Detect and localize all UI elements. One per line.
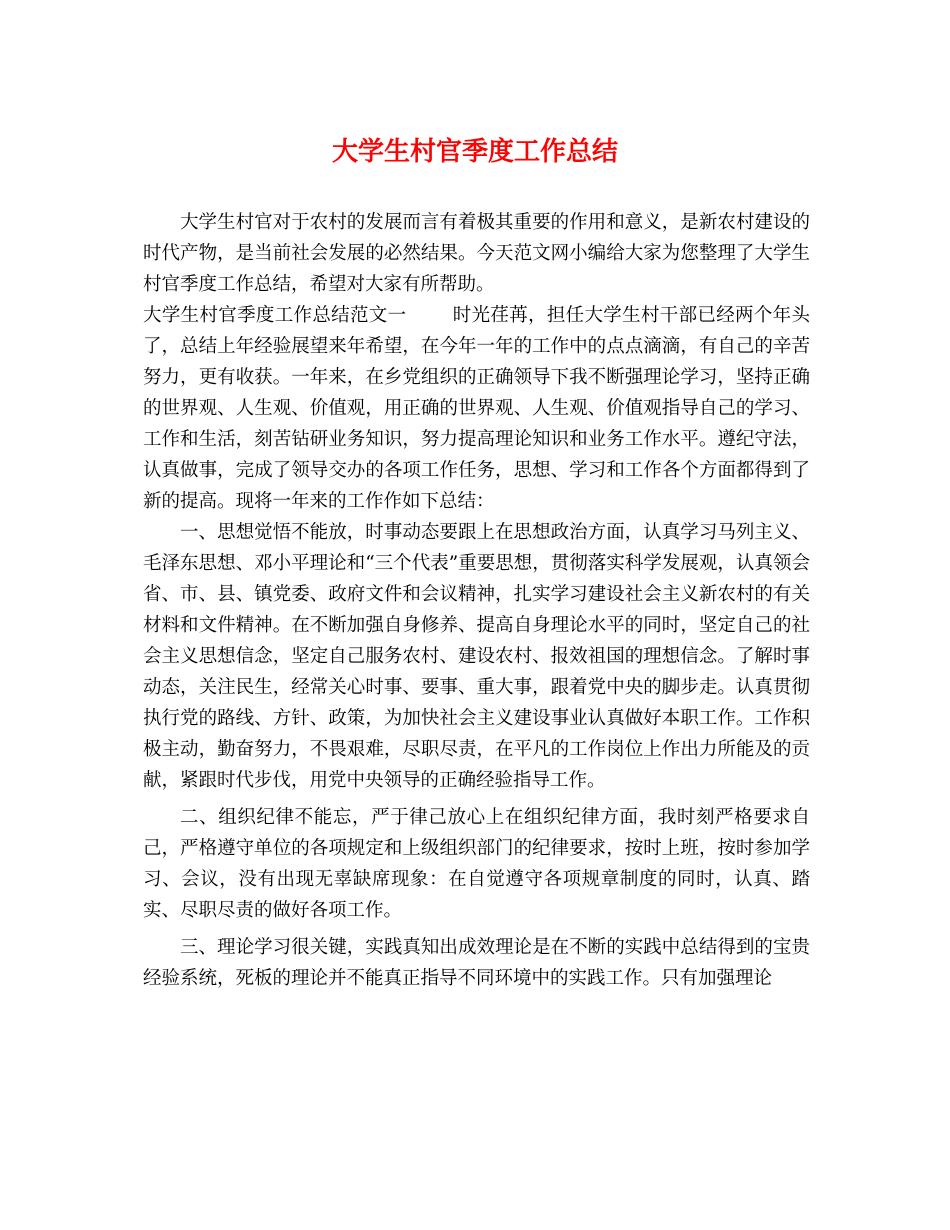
section-lead-text: 时光荏苒，担任大学生村干部已经两个年头了，总结上年经验展望来年希望，在今年一年的工作中的点点滴滴，有自己的辛苦努力，更有收获。一年来，在乡党组织的正确领导下我不断强理论学习，坚持正确的世界观、人生观、价值观，用正确的世界观、人生观、价值观指导自己的学习、工作和生活，刻苦钻研业务知识，努力提高理论知识和业务工作水平。遵纪守法，认真做事，完成了领导交办的各项工作任务，思想、学习和工作各个方面都得到了新的提高。现将一年来的工作作如下总结： (143, 305, 810, 512)
section-heading: 大学生村官季度工作总结范文一 (143, 305, 407, 326)
paragraph-discipline: 二、组织纪律不能忘，严于律己放心上在组织纪律方面，我时刻严格要求自己，严格遵守单位的各项规定和上级组织部门的纪律要求，按时上班，按时参加学习、会议，没有出现无辜缺席现象：在自觉遵守各项规章制度的同时，认真、踏实、尽职尽责的做好各项工作。 (143, 807, 810, 921)
paragraph-theory: 三、理论学习很关键，实践真知出成效理论是在不断的实践中总结得到的宝贵经验系统，死板的理论并不能真正指导不同环境中的实践工作。只有加强理论 (143, 937, 810, 989)
section-paragraph (143, 300, 810, 517)
document-body (143, 207, 810, 994)
intro-paragraph: 大学生村官对于农村的发展而言有着极其重要的作用和意义，是新农村建设的时代产物，是当前社会发展的必然结果。今天范文网小编给大家为您整理了大学生村官季度工作总结，希望对大家有所帮助。 (143, 212, 810, 295)
document-title: 大学生村官季度工作总结 (331, 137, 618, 167)
paragraph-ideology: 一、思想觉悟不能放，时事动态要跟上在思想政治方面，认真学习马列主义、毛泽东思想、邓小平理论和“三个代表”重要思想，贯彻落实科学发展观，认真领会省、市、县、镇党委、政府文件和会议精神，扎实学习建设社会主义新农村的有关材料和文件精神。在不断加强自身修养、提高自身理论水平的同时，坚定自己的社会主义思想信念，坚定自己服务农村、建设农村、报效祖国的理想信念。了解时事动态，关注民生，经常关心时事、要事、重大事，跟着党中央的脚步走。认真贯彻执行党的路线、方针、政策，为加快社会主义建设事业认真做好本职工作。工作积极主动，勤奋努力，不畏艰难，尽职尽责，在平凡的工作岗位上作出力所能及的贡献，紧跟时代步伐，用党中央领导的正确经验指导工作。 (143, 522, 810, 791)
